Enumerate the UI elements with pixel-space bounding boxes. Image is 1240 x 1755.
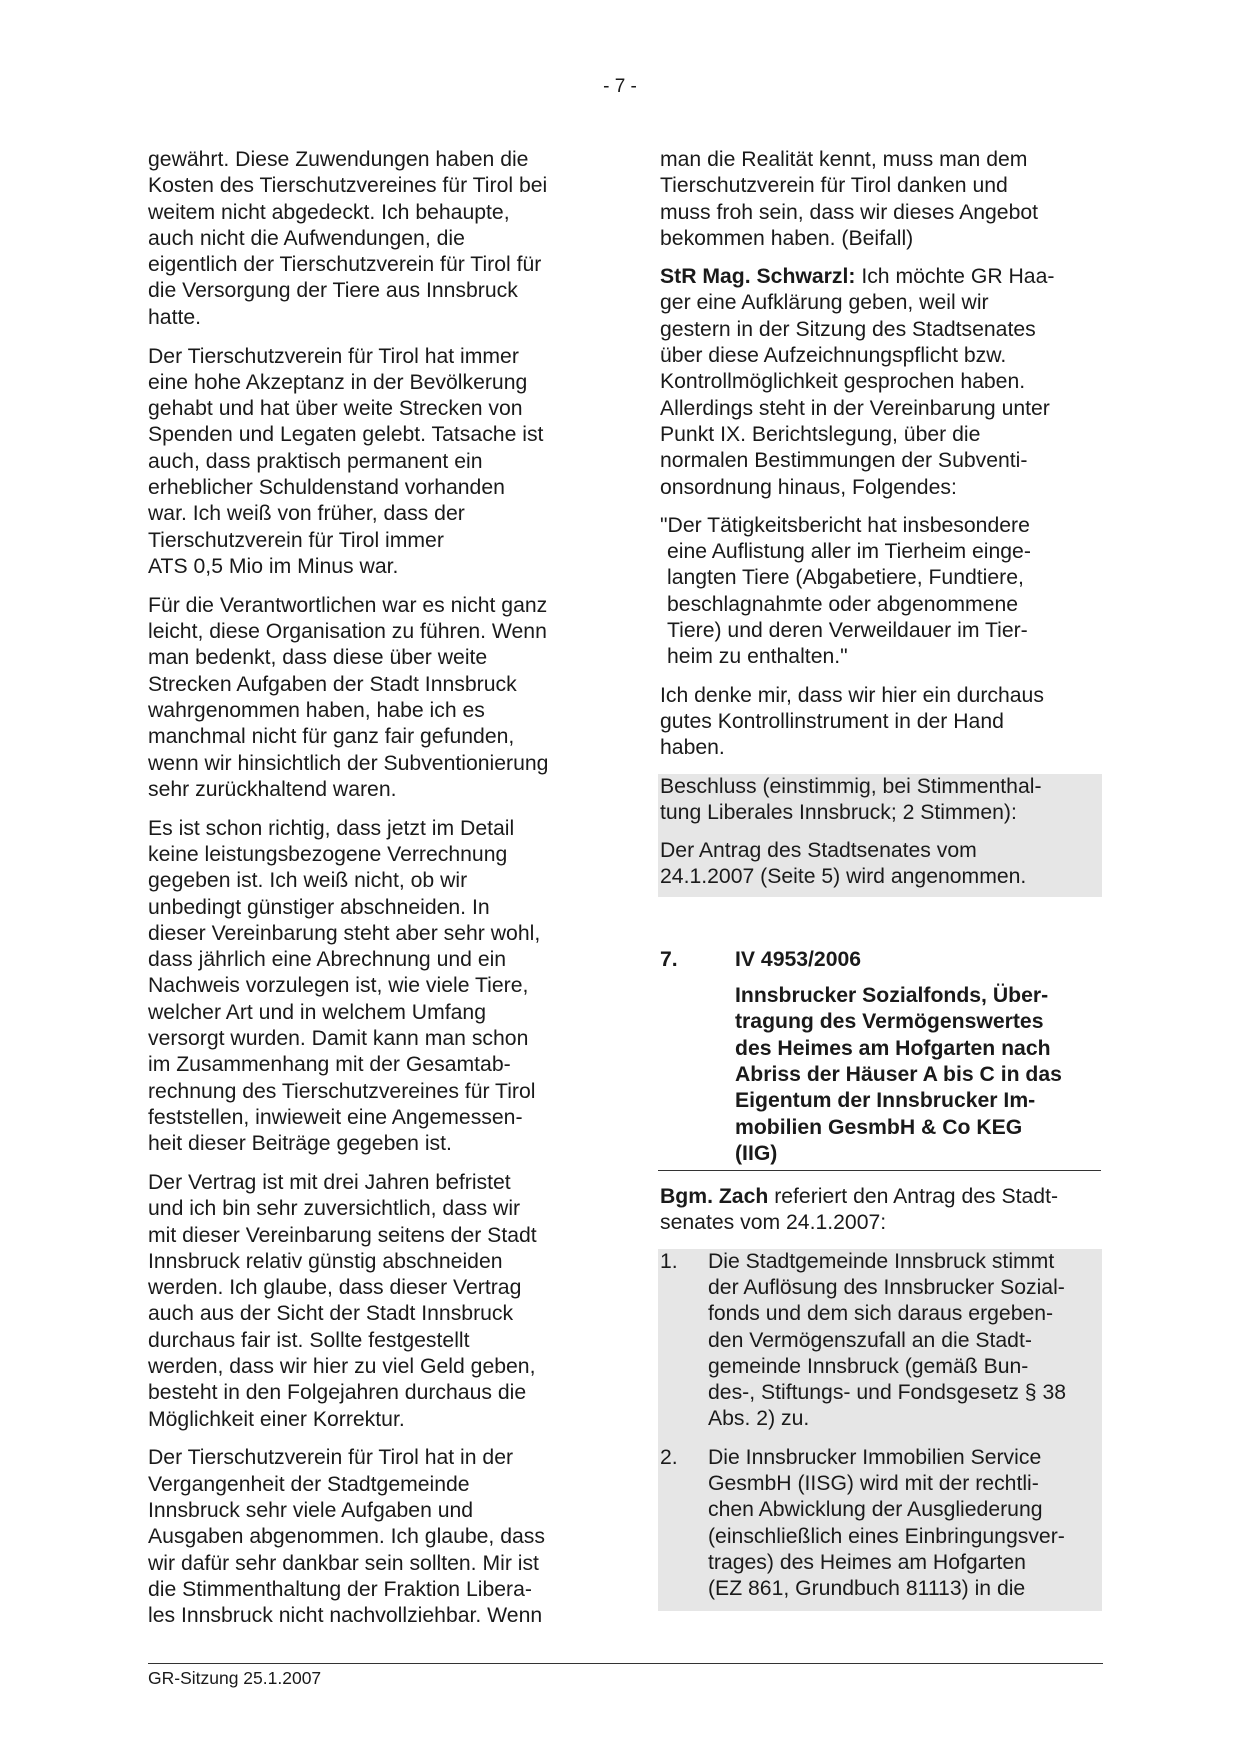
numbered-list: [658, 1249, 1102, 1611]
paragraph: Der Vertrag ist mit drei Jahren befristet und ich bin sehr zuversichtlich, dass wir mit dieser Vereinbarung seitens der Stadt Innsbruck relativ günstig abschneiden werden. Ich glaube, dass dieser Vertrag auch aus der Sicht der Stadt Innsbruck durchaus fair ist. Sollte festgestellt werden, dass wir hier zu viel Geld geben, besteht in den Folgejahren durchaus die Möglichkeit einer Korrektur.: [148, 1170, 537, 1431]
agenda-title: Innsbrucker Sozialfonds, Über- tragung des Vermögenswertes des Heimes am Hofgarten nach Abriss der Häuser A bis C in das Eigentum der Innsbrucker Im- mobilien GesmbH & Co KEG (IIG): [735, 984, 1062, 1165]
paragraph: Der Tierschutzverein für Tirol hat immer eine hohe Akzeptanz in der Bevölkerung gehabt und hat über weite Strecken von Spenden und Legaten gelebt. Tatsache ist auch, dass praktisch permanent ein erheblicher Schuldenstand vorhanden war. Ich weiß von früher, dass der Tierschutzverein für Tirol immer ATS 0,5 Mio im Minus war.: [148, 344, 544, 578]
list-item-text: Die Innsbrucker Immobilien Service GesmbH (IISG) wird mit der rechtli- chen Abwicklung der Ausgliederung (einschließlich eines Einbringungsver- trages) des Heimes am Hofgarten (EZ 861, Grundbuch 81113) in die: [708, 1445, 1065, 1601]
agenda-reference: IV 4953/2006: [735, 947, 862, 971]
paragraph: Der Tierschutzverein für Tirol hat in der Vergangenheit der Stadtgemeinde Innsbruck sehr viele Aufgaben und Ausgaben abgenommen. Ich glaube, dass wir dafür sehr dankbar sein sollten. Mir ist die Stimmenthaltung der Fraktion Libera- les Innsbruck nicht nachvollziehbar. Wenn: [148, 1446, 545, 1628]
speaker-text: Ich möchte GR Haa-: [855, 265, 1055, 289]
footer-divider: [148, 1663, 1103, 1664]
right-column: [660, 147, 1102, 1611]
speaker-name: StR Mag. Schwarzl:: [660, 265, 856, 289]
paragraph: Es ist schon richtig, dass jetzt im Detail keine leistungsbezogene Verrechnung gegeben ist. Ich weiß nicht, ob wir unbedingt günstiger abschneiden. In dieser Vereinbarung steht aber sehr wohl, dass jährlich eine Abrechnung und ein Nachweis vorzulegen ist, wie viele Tiere, welcher Art und in welchem Umfang versorgt wurden. Damit kann man schon im Zusammenhang mit der Gesamtab- rechnung des Tierschutzvereines für Tirol feststellen, inwieweit eine Angemessen- heit dieser Beiträge gegeben ist.: [148, 816, 541, 1156]
report-speaker: Bgm. Zach: [660, 1185, 769, 1209]
resolution-box: [658, 774, 1102, 897]
footer-text: GR-Sitzung 25.1.2007: [148, 1668, 322, 1688]
resolution-heading: Beschluss (einstimmig, bei Stimmenthal- tung Liberales Innsbruck; 2 Stimmen):: [660, 774, 1042, 824]
list-item-number: 1.: [660, 1249, 678, 1273]
paragraph: Für die Verantwortlichen war es nicht ganz leicht, diese Organisation zu führen. Wenn man bedenkt, dass diese über weite Strecken Aufgaben der Stadt Innsbruck wahrgenommen haben, habe ich es manchmal nicht für ganz fair gefunden, wenn wir hinsichtlich der Subventionierung sehr zurückhaltend waren.: [148, 593, 549, 801]
list-item: [660, 1445, 1100, 1611]
report-text: referiert den Antrag des Stadt-: [768, 1185, 1059, 1209]
agenda-item: [660, 947, 1102, 1167]
resolution-text: Der Antrag des Stadtsenates vom 24.1.2007 (Seite 5) wird angenommen.: [660, 839, 1027, 889]
list-item: [660, 1249, 1100, 1445]
quote-first-line: "Der Tätigkeitsbericht hat insbesondere: [660, 513, 1030, 537]
divider: [658, 1170, 1101, 1171]
left-column: [148, 147, 588, 1642]
list-item-number: 2.: [660, 1445, 678, 1469]
paragraph: gewährt. Diese Zuwendungen haben die Kosten des Tierschutzvereines für Tirol bei weitem nicht abgedeckt. Ich behaupte, auch nicht die Aufwendungen, die eigentlich der Tierschutzverein für Tirol für die Versorgung der Tiere aus Innsbruck hatte.: [148, 148, 548, 329]
paragraph: man die Realität kennt, muss man dem Tierschutzverein für Tirol danken und muss froh sein, dass wir dieses Angebot bekommen haben. (Beifall): [660, 148, 1039, 250]
page-number: - 7 -: [603, 76, 637, 97]
report-paragraph: [660, 1184, 1102, 1237]
speaker-paragraph: [660, 264, 1102, 501]
quote-block: [660, 513, 1102, 671]
report-text-continued: senates vom 24.1.2007:: [660, 1211, 887, 1235]
paragraph: Ich denke mir, dass wir hier ein durchaus gutes Kontrollinstrument in der Hand haben.: [660, 683, 1044, 760]
speaker-text-continued: ger eine Aufklärung geben, weil wir gestern in der Sitzung des Stadtsenates über diese Aufzeichnungspflicht bzw. Kontrollmöglichkeit gesprochen haben. Allerdings steht in der Vereinbarung unter Punkt IX. Berichtslegung, über die normalen Bestimmungen der Subventi- onsordnung hinaus, Folgendes:: [660, 291, 1050, 499]
list-item-text: Die Stadtgemeinde Innsbruck stimmt der Auflösung des Innsbrucker Sozial- fonds und dem sich daraus ergeben- den Vermögenszufall an die Stadt- gemeinde Innsbruck (gemäß Bun- des-, Stiftungs- und Fondsgesetz § 38 Abs. 2) zu.: [708, 1249, 1067, 1431]
agenda-number: 7.: [660, 947, 678, 971]
quote-continued: eine Auflistung aller im Tierheim einge- langten Tiere (Abgabetiere, Fundtiere, beschlagnahmte oder abgenommene Tiere) und deren Verweildauer im Tier- heim zu enthalten.": [667, 540, 1031, 669]
